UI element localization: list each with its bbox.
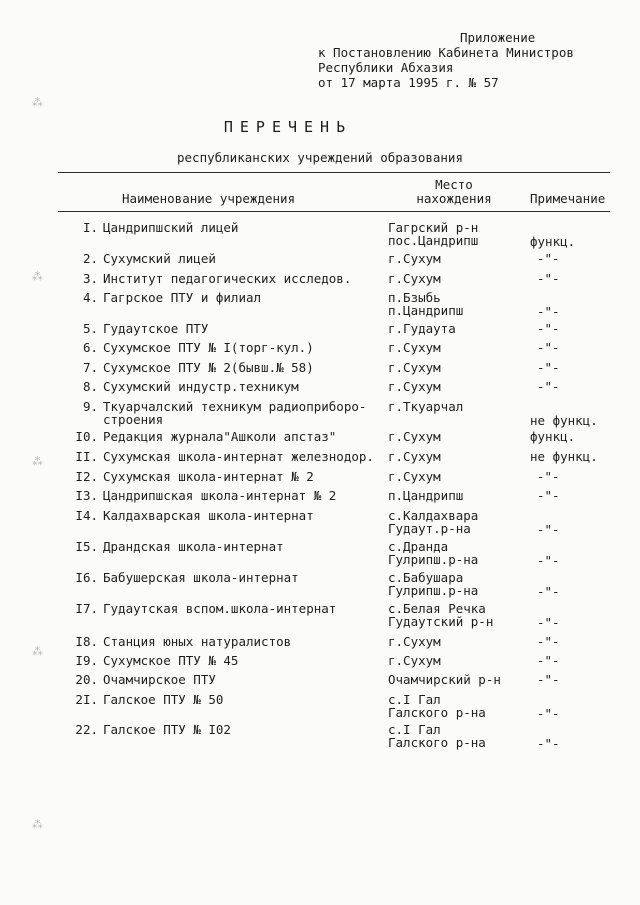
- institution-name: Станция юных натуралистов: [103, 634, 292, 649]
- institution-note: -"-: [537, 321, 560, 336]
- institution-location: с.I Гал Галского р-на: [388, 722, 486, 750]
- institution-name: Галское ПТУ № I02: [103, 722, 231, 737]
- row-number: 4.: [82, 290, 98, 305]
- row-number: 8.: [82, 379, 98, 394]
- row-number: I5.: [75, 539, 98, 554]
- scan-speck: ⁂: [32, 455, 43, 468]
- annex-heading: Приложение: [460, 30, 536, 45]
- row-number: 6.: [82, 340, 98, 355]
- institution-name: Гудаутское ПТУ: [103, 321, 209, 336]
- institution-name: Сухумская школа-интернат железнодор.: [103, 449, 374, 464]
- institution-name: Ткуарчалский техникум радиоприборо- строения: [103, 399, 367, 427]
- row-number: 2.: [82, 251, 98, 266]
- row-number: I0.: [75, 429, 98, 444]
- institution-name: Сухумский индустр.техникум: [103, 379, 299, 394]
- scan-speck: ⁂: [32, 818, 43, 831]
- row-number: I9.: [75, 653, 98, 668]
- row-number: I8.: [75, 634, 98, 649]
- institution-note: -"-: [537, 251, 560, 266]
- row-number: 2I.: [75, 692, 98, 707]
- institution-note: -"-: [537, 521, 560, 537]
- row-number: 5.: [82, 321, 98, 336]
- header-place: Место нахождения: [416, 177, 492, 206]
- institution-note: -"-: [537, 583, 560, 599]
- institution-location: г.Сухум: [388, 360, 441, 375]
- institution-name: Сухумская школа-интернат № 2: [103, 469, 314, 484]
- institution-note: -"-: [537, 469, 560, 484]
- row-number: I7.: [75, 601, 98, 616]
- institution-name: Сухумское ПТУ № 45: [103, 653, 239, 668]
- institution-location: г.Сухум: [388, 340, 441, 355]
- institution-name: Бабушерская школа-интернат: [103, 570, 299, 585]
- header-name: Наименование учреждения: [122, 191, 296, 206]
- institution-location: г.Ткуарчал: [388, 399, 464, 414]
- page-title: ПЕРЕЧЕНЬ: [223, 118, 353, 136]
- annex-block: [318, 30, 574, 90]
- institution-location: г.Сухум: [388, 634, 441, 649]
- institution-note: -"-: [537, 634, 560, 649]
- institution-note: функц.: [530, 429, 576, 444]
- institution-note: -"-: [537, 360, 560, 375]
- institution-name: Сухумский лицей: [103, 251, 216, 266]
- institution-note: -"-: [537, 340, 560, 355]
- institution-note: -"-: [537, 614, 560, 630]
- institution-name: Цандрипшский лицей: [103, 220, 239, 235]
- institution-location: с.Дранда Гулрипш.р-на: [388, 539, 479, 567]
- row-number: 3.: [82, 271, 98, 286]
- row-number: 20.: [75, 672, 98, 687]
- institution-location: г.Сухум: [388, 449, 441, 464]
- annex-resolution: к Постановлению Кабинета Министров: [318, 45, 574, 60]
- institution-name: Институт педагогических исследов.: [103, 271, 352, 286]
- row-number: II.: [75, 449, 98, 464]
- scan-speck: ⁂: [32, 645, 43, 658]
- institution-name: Сухумское ПТУ № I(торг-кул.): [103, 340, 314, 355]
- scan-speck: ⁂: [32, 96, 43, 109]
- institution-location: г.Сухум: [388, 653, 441, 668]
- institution-name: Редакция журнала"Ашколи апстаз": [103, 429, 337, 444]
- institution-location: с.Белая Речка Гудаутский р-н: [388, 601, 494, 629]
- table-header-rule: [58, 211, 610, 212]
- institution-note: функц.: [530, 233, 576, 249]
- institution-location: п.Цандрипш: [388, 488, 464, 503]
- row-number: I3.: [75, 488, 98, 503]
- institution-note: -"-: [537, 303, 560, 319]
- institution-note: -"-: [537, 705, 560, 721]
- institution-location: Гагрский р-н пос.Цандрипш: [388, 220, 479, 248]
- row-number: I.: [82, 220, 98, 235]
- institution-name: Галское ПТУ № 50: [103, 692, 224, 707]
- institution-location: г.Сухум: [388, 271, 441, 286]
- institution-note: -"-: [537, 271, 560, 286]
- institution-note: -"-: [537, 379, 560, 394]
- institution-location: с.Калдахвара Гудаут.р-на: [388, 508, 479, 536]
- institution-note: -"-: [537, 653, 560, 668]
- institution-name: Калдахварская школа-интернат: [103, 508, 314, 523]
- institution-name: Очамчирское ПТУ: [103, 672, 216, 687]
- institution-name: Сухумское ПТУ № 2(бывш.№ 58): [103, 360, 314, 375]
- annex-republic: Республики Абхазия: [318, 60, 454, 75]
- institution-location: г.Сухум: [388, 379, 441, 394]
- institution-note: -"-: [537, 735, 560, 751]
- institution-name: Гудаутская вспом.школа-интернат: [103, 601, 337, 616]
- institution-note: не функц.: [530, 449, 598, 464]
- institution-location: г.Сухум: [388, 251, 441, 266]
- institution-note: -"-: [537, 672, 560, 687]
- institution-name: Цандрипшская школа-интернат № 2: [103, 488, 337, 503]
- header-note: Примечание: [530, 191, 606, 206]
- row-number: 9.: [82, 399, 98, 414]
- institution-location: г.Гудаута: [388, 321, 456, 336]
- row-number: 7.: [82, 360, 98, 375]
- row-number: I4.: [75, 508, 98, 523]
- page-subtitle: республиканских учреждений образования: [177, 150, 463, 165]
- row-number: I6.: [75, 570, 98, 585]
- row-number: I2.: [75, 469, 98, 484]
- institution-location: Очамчирский р-н: [388, 672, 501, 687]
- table-top-rule: [58, 172, 610, 173]
- annex-date: от 17 марта 1995 г. № 57: [318, 75, 499, 90]
- institution-note: -"-: [537, 488, 560, 503]
- scan-speck: ⁂: [32, 270, 43, 283]
- institution-location: с.I Гал Галского р-на: [388, 692, 486, 720]
- institution-note: не функц.: [530, 412, 598, 428]
- institution-name: Драндская школа-интернат: [103, 539, 284, 554]
- institution-name: Гагрское ПТУ и филиал: [103, 290, 262, 305]
- institution-note: -"-: [537, 552, 560, 568]
- institution-location: с.Бабушара Гулрипш.р-на: [388, 570, 479, 598]
- institution-location: г.Сухум: [388, 469, 441, 484]
- row-number: 22.: [75, 722, 98, 737]
- institution-location: п.Бзыбь п.Цандрипш: [388, 290, 464, 318]
- institution-location: г.Сухум: [388, 429, 441, 444]
